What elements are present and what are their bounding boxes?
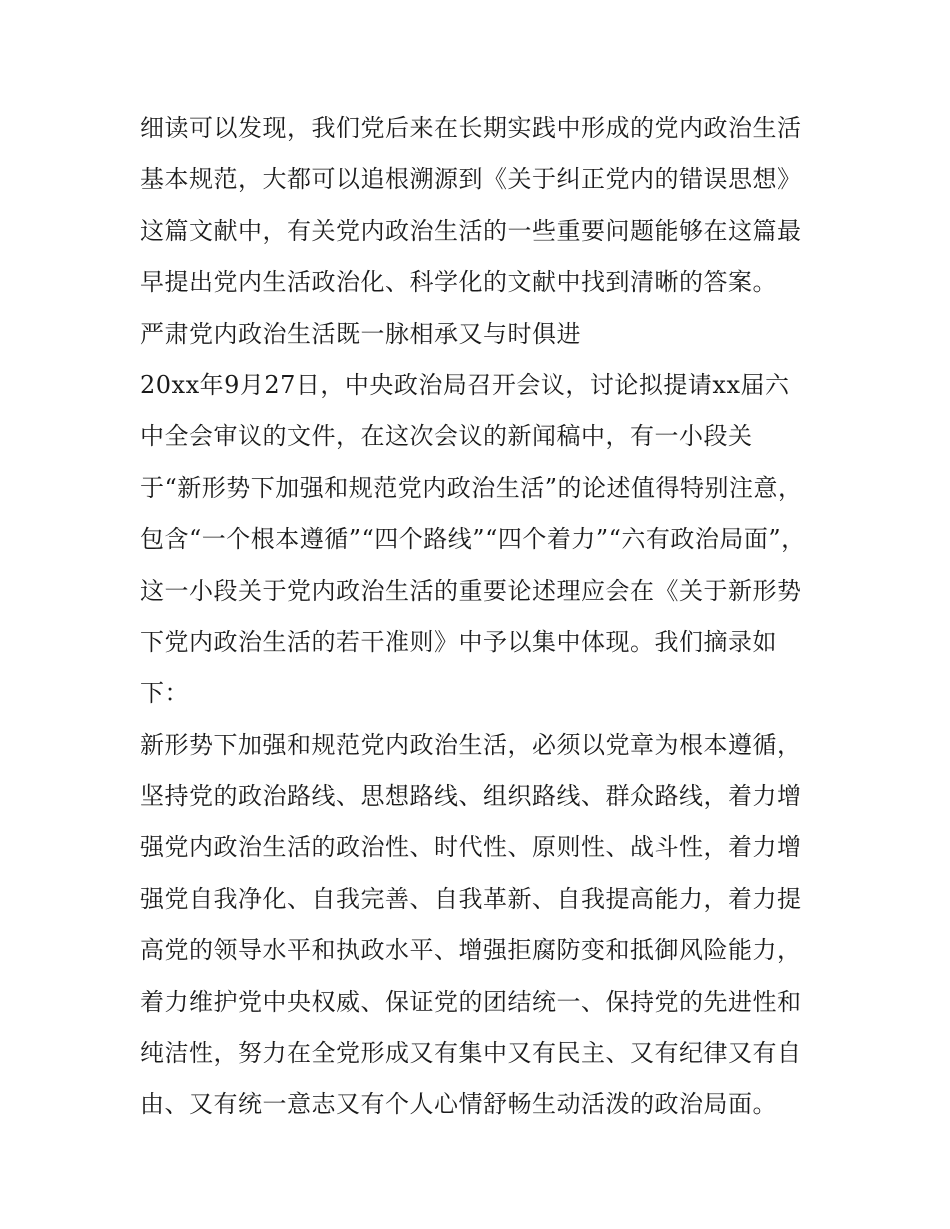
text-line: 强党内政治生活的政治性、时代性、原则性、战斗性，着力增 (140, 833, 802, 862)
text-line: 强党自我净化、自我完善、自我革新、自我提高能力，着力提 (140, 884, 802, 913)
text-line: 细读可以发现，我们党后来在长期实践中形成的党内政治生活 (140, 114, 802, 142)
text-line: 这篇文献中，有关党内政治生活的一些重要问题能够在这篇最 (140, 216, 802, 245)
text-line: 由、又有统一意志又有个人心情舒畅生动活泼的政治局面。 (140, 1090, 777, 1119)
text-line: 下： (140, 679, 189, 708)
text-line: 纯洁性，努力在全党形成又有集中又有民主、又有纪律又有自 (140, 1039, 802, 1068)
text-line: 中全会审议的文件，在这次会议的新闻稿中，有一小段关 (140, 422, 753, 451)
text-line: 早提出党内生活政治化、科学化的文献中找到清晰的答案。 (140, 268, 777, 297)
text-line: 于“新形势下加强和规范党内政治生活”的论述值得特别注意， (140, 473, 803, 502)
text-line: 坚持党的政治路线、思想路线、组织路线、群众路线，着力增 (140, 782, 802, 811)
text-line: 包含“一个根本遵循”“四个路线”“四个着力”“六有政治局面”， (140, 525, 806, 554)
section-heading: 严肃党内政治生活既一脉相承又与时俱进 (140, 319, 581, 348)
text-line: 基本规范，大都可以追根溯源到《关于纠正党内的错误思想》 (140, 165, 802, 194)
document-body (140, 103, 820, 1131)
text-line: 着力维护党中央权威、保证党的团结统一、保持党的先进性和 (140, 987, 802, 1016)
text-line: 20xx年9月27日，中央政治局召开会议，讨论拟提请xx届六 (140, 370, 790, 399)
text-line: 下党内政治生活的若干准则》中予以集中体现。我们摘录如 (140, 627, 777, 656)
text-line: 高党的领导水平和执政水平、增强拒腐防变和抵御风险能力， (140, 936, 802, 965)
text-line: 新形势下加强和规范党内政治生活，必须以党章为根本遵循， (140, 730, 802, 759)
text-line: 这一小段关于党内政治生活的重要论述理应会在《关于新形势 (140, 576, 802, 605)
